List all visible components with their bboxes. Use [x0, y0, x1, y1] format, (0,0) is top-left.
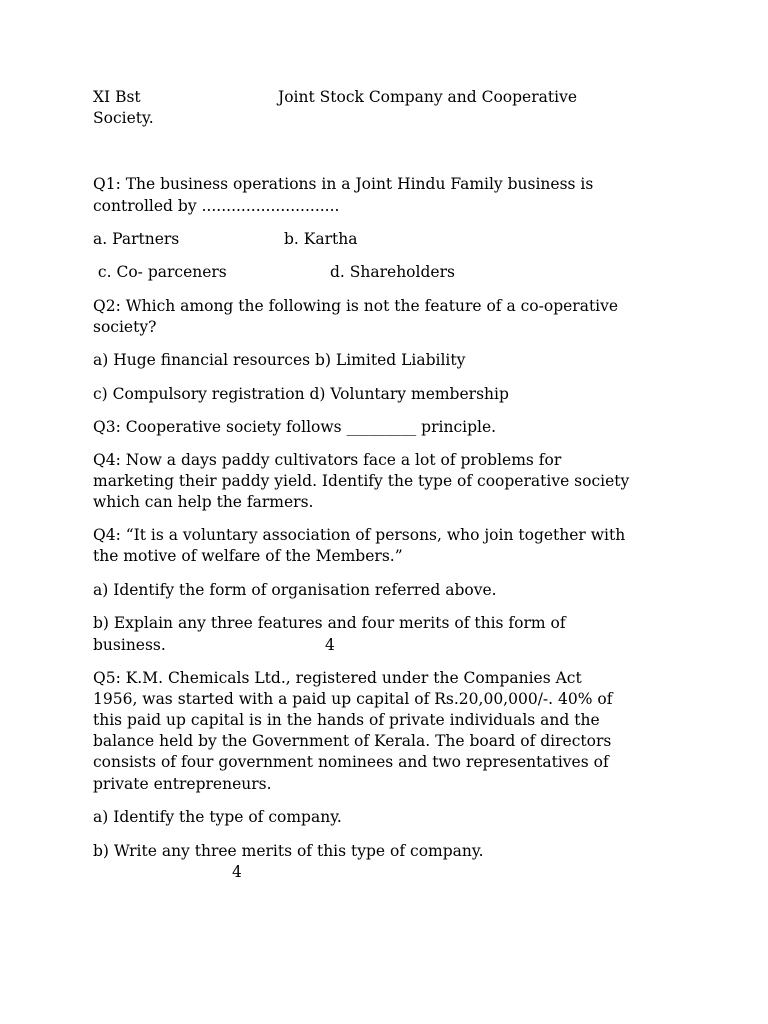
- marks: 4: [325, 636, 335, 654]
- question-text-line: private entrepreneurs.: [93, 775, 272, 793]
- option-b: b. Kartha: [284, 230, 358, 248]
- document-title: Joint Stock Company and Cooperative: [278, 88, 577, 106]
- document-title-continuation: Society.: [93, 109, 154, 127]
- question-text-line: society?: [93, 318, 157, 336]
- question-text-line: Q4: Now a days paddy cultivators face a lot of problems for: [93, 451, 562, 469]
- question-text-line: balance held by the Government of Kerala. The board of directors: [93, 732, 612, 750]
- question-text-line: consists of four government nominees and two representatives of: [93, 753, 609, 771]
- question-text-line: marketing their paddy yield. Identify the type of cooperative society: [93, 472, 630, 490]
- question-text-line: Q2: Which among the following is not the feature of a co-operative: [93, 297, 619, 315]
- question-text-line: 1956, was started with a paid up capital of Rs.20,00,000/-. 40% of: [93, 690, 613, 708]
- question-text-line: which can help the farmers.: [93, 493, 314, 511]
- marks: 4: [232, 863, 242, 881]
- sub-question-b-continuation: business.: [93, 636, 166, 654]
- question-text-line: Q1: The business operations in a Joint Hindu Family business is: [93, 175, 594, 193]
- sub-question-a: a) Identify the type of company.: [93, 808, 342, 826]
- option-c: c. Co- parceners: [93, 263, 227, 281]
- option-a: a. Partners: [93, 230, 180, 248]
- sub-question-b: b) Write any three merits of this type of company.: [93, 842, 484, 860]
- question-text-line: this paid up capital is in the hands of private individuals and the: [93, 711, 600, 729]
- sub-question-b: b) Explain any three features and four merits of this form of: [93, 614, 566, 632]
- question-text-line: the motive of welfare of the Members.”: [93, 547, 403, 565]
- class-code: XI Bst: [93, 88, 141, 106]
- options-a-b: a) Huge financial resources b) Limited Liability: [93, 351, 466, 369]
- question-text-line: Q3: Cooperative society follows _________ principle.: [93, 418, 497, 436]
- option-d: d. Shareholders: [330, 263, 455, 281]
- sub-question-a: a) Identify the form of organisation referred above.: [93, 581, 497, 599]
- question-text-line: Q5: K.M. Chemicals Ltd., registered under the Companies Act: [93, 669, 582, 687]
- question-text-line: Q4: “It is a voluntary association of persons, who join together with: [93, 526, 626, 544]
- question-text-line: controlled by ............................: [93, 197, 340, 215]
- options-c-d: c) Compulsory registration d) Voluntary membership: [93, 385, 509, 403]
